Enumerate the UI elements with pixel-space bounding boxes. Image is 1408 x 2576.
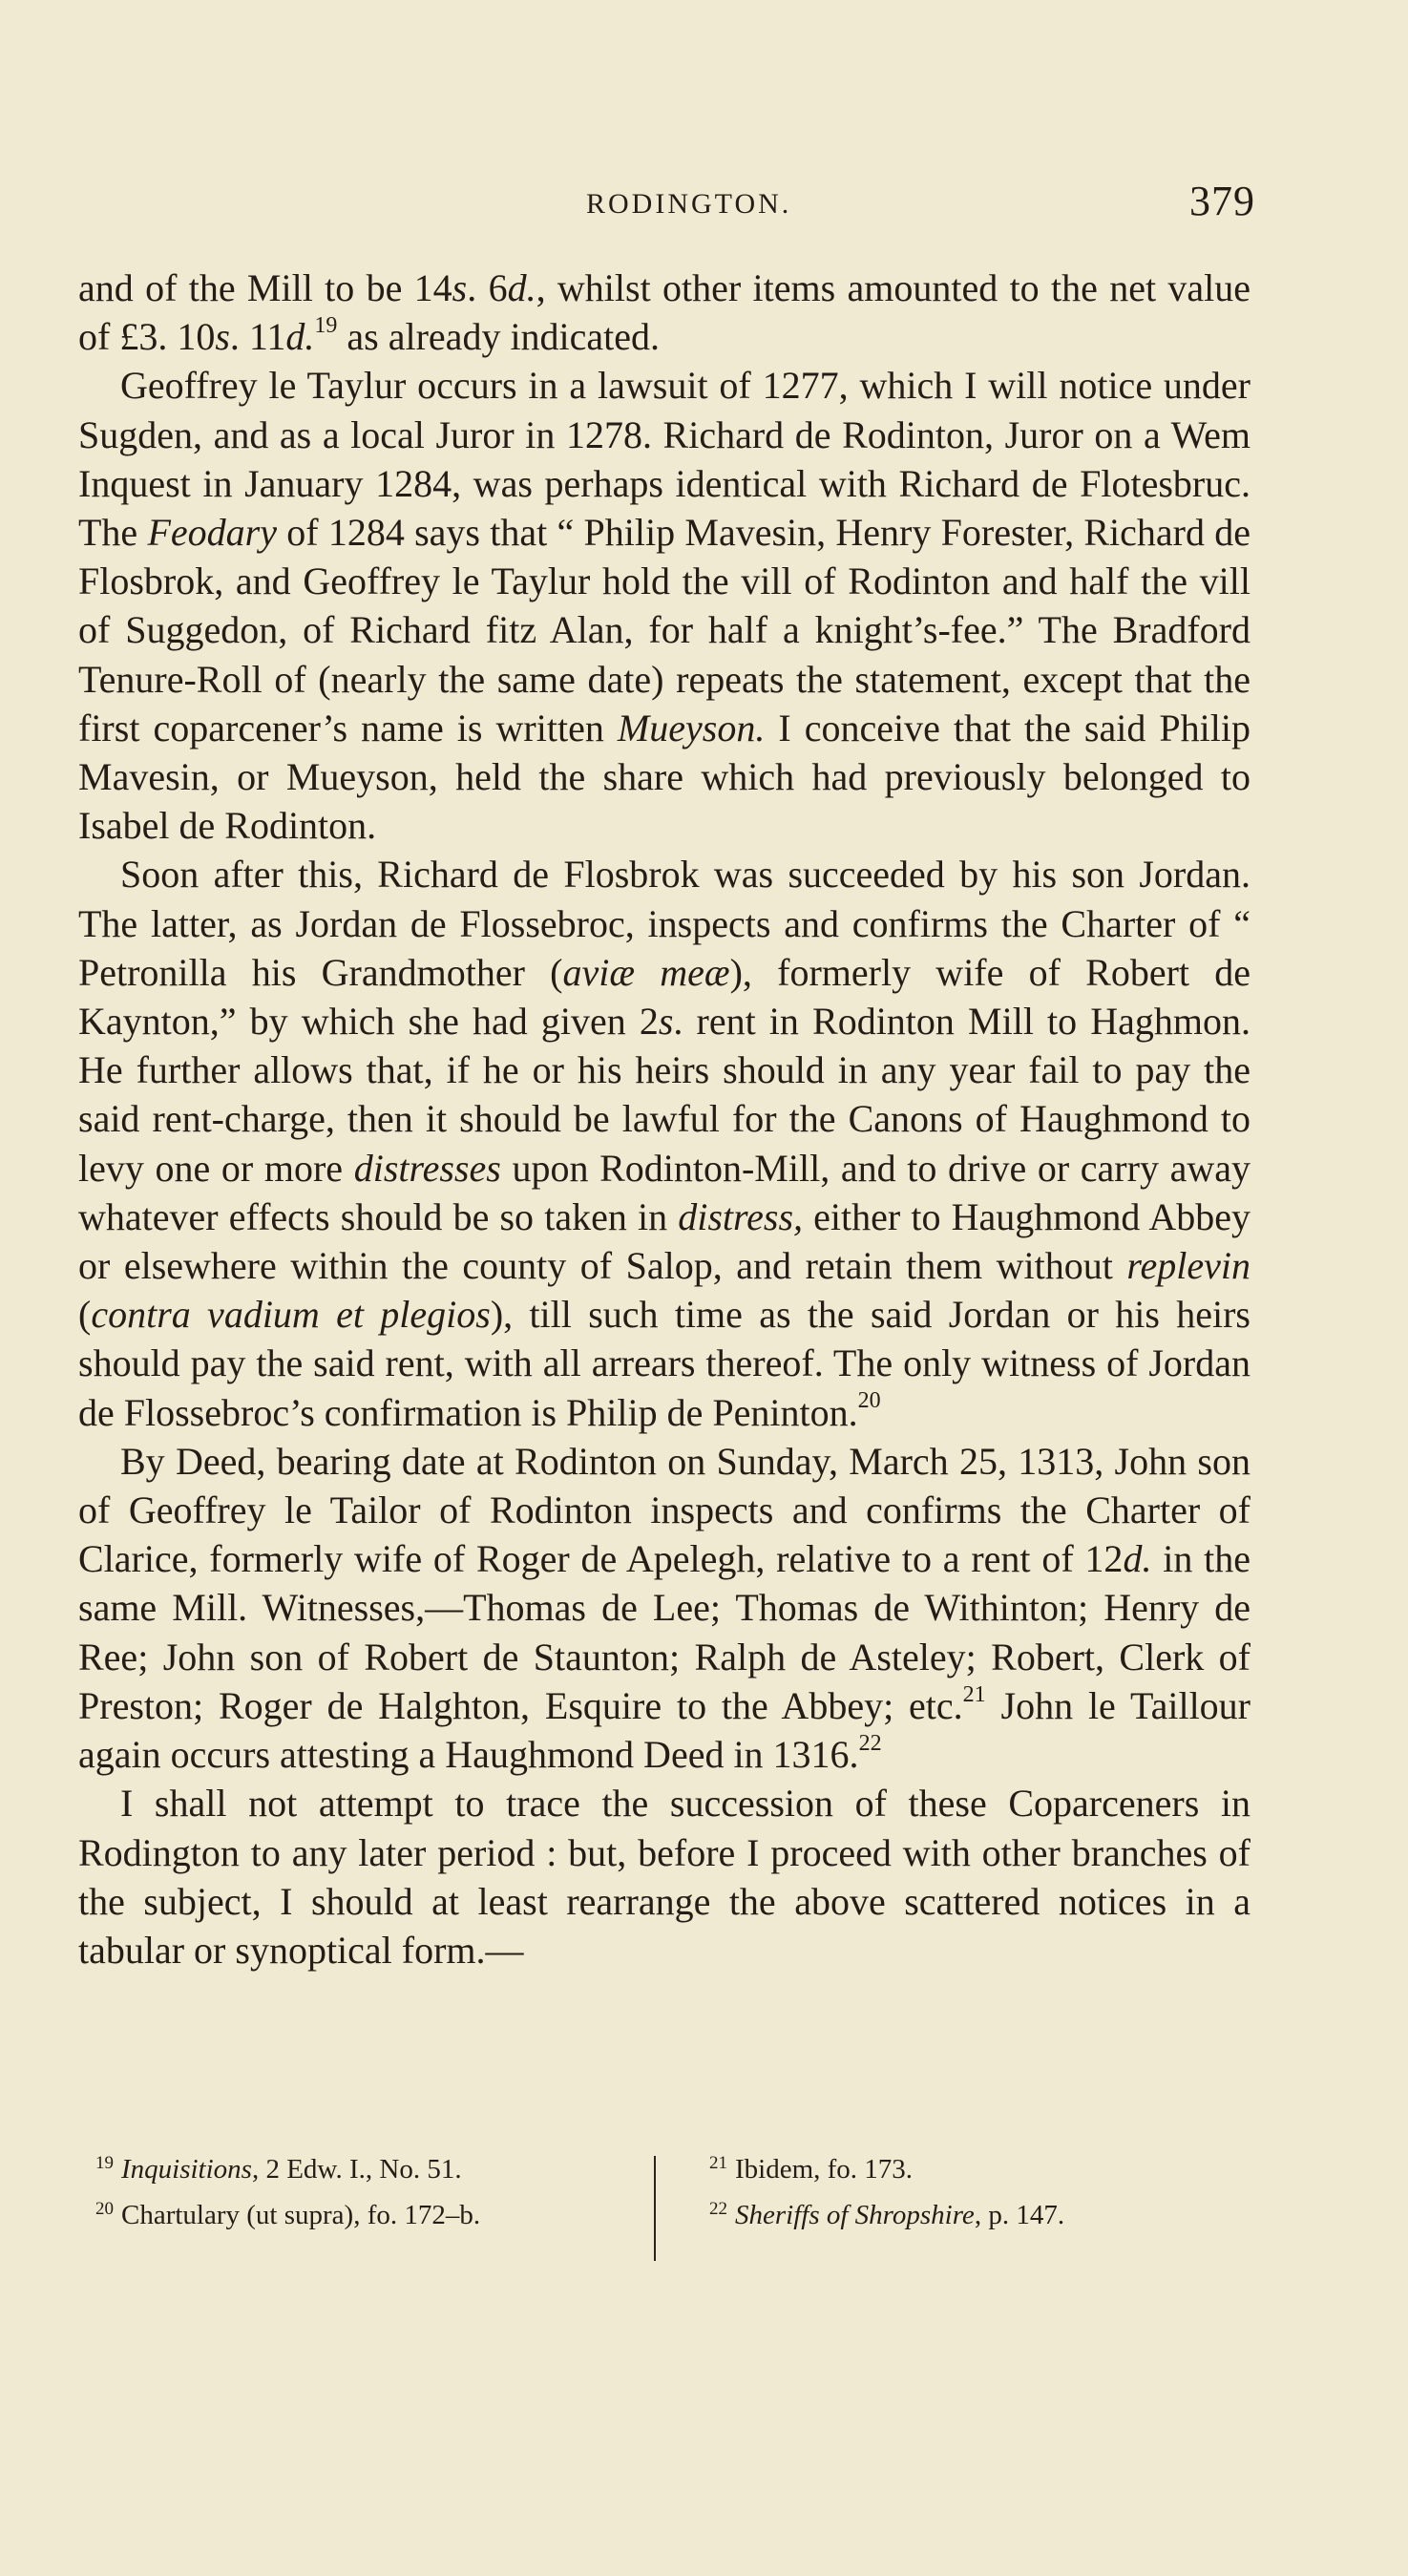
text-run: I shall not attempt to trace the succession of these Coparceners in Rodington to any later period : but, before I proceed with other branches of the subject, I should at least rearrange the above scattered notices in a tabular or synoptical form.— [78,1782,1250,1972]
footnote-number: 22 [709,2199,727,2219]
footnotes-left [95,2148,630,2240]
footnote-number: 19 [95,2153,114,2173]
footnote-ref: 22 [858,1730,882,1756]
text-run: Chartulary (ut supra), fo. 172–b. [121,2200,481,2230]
italic-text: Inquisitions [121,2154,252,2185]
footnote-number: 21 [709,2153,727,2173]
text-run: , p. 147. [974,2200,1065,2230]
footnote-ref: 21 [962,1681,986,1707]
italic-text: s [658,1000,674,1044]
italic-text: s [452,266,468,309]
text-run: Soon after this, Richard de Flosbrok was succeeded by his son Jordan. The latter, as Jordan de Flossebroc, inspects and confirms the Charter of “ Petronilla his Grandmother ( [78,853,1250,994]
text-run: . 6 [467,266,508,309]
italic-text: contra vadium et plegios [91,1293,491,1337]
italic-text: Feodary [147,511,277,555]
paragraph [78,1779,1250,1974]
footnote-divider [654,2156,656,2261]
text-run: , 2 Edw. I., No. 51. [251,2154,462,2185]
italic-text: d. [285,315,315,359]
text-run: John le Taillour again occurs attesting a Haughmond Deed in 1316. [78,1683,1251,1777]
text-run: Ibidem, fo. 173. [735,2154,914,2185]
paragraph [78,850,1250,1436]
page-number: 379 [1189,178,1255,224]
text-run: I conceive that the said Philip Mavesin, or Mueyson, held the share which had previously belonged to Isabel de Rodinton. [78,706,1251,848]
footnote [95,2194,630,2240]
text-run: . rent in Rodinton Mill to Haghmon. He further allows that, if he or his heirs should in any year fail to pay the said rent-charge, then it should be lawful for the Canons of Haughmond to levy one or more [78,1000,1251,1190]
footnote [709,2148,1244,2194]
paragraph [78,1437,1250,1779]
paragraph [78,361,1250,850]
text-run: upon Rodinton-Mill, and to drive or carry away whatever effects should be so taken in [78,1146,1250,1238]
footnote-number: 20 [95,2199,114,2219]
footnotes-right [709,2148,1244,2240]
italic-text: distress, [678,1194,804,1238]
text-run: . 11 [229,315,286,359]
body-text [78,264,1250,1974]
page-header [0,177,1408,234]
footnote [95,2148,630,2194]
text-run: By Deed, bearing date at Rodinton on Sunday, March 25, 1313, John son of Geoffrey le Tailor of Rodinton inspects and confirms the Charter of Clarice, formerly wife of Roger de Apelegh, relative to a rent of 12 [78,1439,1250,1581]
text-run: ), formerly wife of Robert de Kaynton,” by which she had given 2 [78,950,1251,1044]
text-run: ( [78,1293,92,1337]
italic-text: s [215,315,230,359]
text-run: ), till such time as the said Jordan or his heirs should pay the said rent, with all arrears thereof. The only witness of Jordan de Flossebroc’s confirmation is Philip de Peninton. [78,1293,1250,1434]
footnote-ref: 20 [857,1388,881,1414]
text-run: , whilst other items amounted to the net value of £3. 10 [78,266,1251,359]
footnote [709,2194,1244,2240]
italic-text: distresses [353,1146,501,1190]
text-run: Geoffrey le Taylur occurs in a lawsuit of 1277, which I will notice under Sugden, and as a local Juror in 1278. Richard de Rodinton, Juror on a Wem Inquest in January 1284, was perhaps identical with Richard de Flotesbruc. The [78,364,1250,555]
text-run: and of the Mill to be 14 [78,266,452,309]
italic-text: replevin [1126,1244,1250,1288]
text-run: either to Haughmond Abbey or elsewhere within the county of Salop, and retain them without [78,1194,1250,1288]
text-run: in the same Mill. Witnesses,—Thomas de Lee; Thomas de Withinton; Henry de Ree; John son of Robert de Staunton; Ralph de Asteley; Robert, Clerk of Preston; Roger de Halghton, Esquire to the Abbey; etc. [78,1537,1251,1727]
paragraph [78,264,1250,361]
italic-text: d. [507,266,536,309]
text-run: of 1284 says that “ Philip Mavesin, Henry Forester, Richard de Flosbrok, and Geoffrey le Taylur hold the vill of Rodinton and half the vill of Suggedon, of Richard fitz Alan, for half a knight’s-fee.” The Bradford Tenure-Roll of (nearly the same date) repeats the statement, except that the first coparcener’s name is written [78,511,1251,750]
footnote-ref: 19 [314,312,338,338]
italic-text: Mueyson. [617,706,766,750]
italic-text: Sheriffs of Shropshire [735,2200,975,2230]
italic-text: d. [1123,1537,1152,1581]
running-head: RODINGTON. [586,188,792,220]
italic-text: aviæ meæ [562,950,730,994]
text-run: as already indicated. [337,315,661,359]
